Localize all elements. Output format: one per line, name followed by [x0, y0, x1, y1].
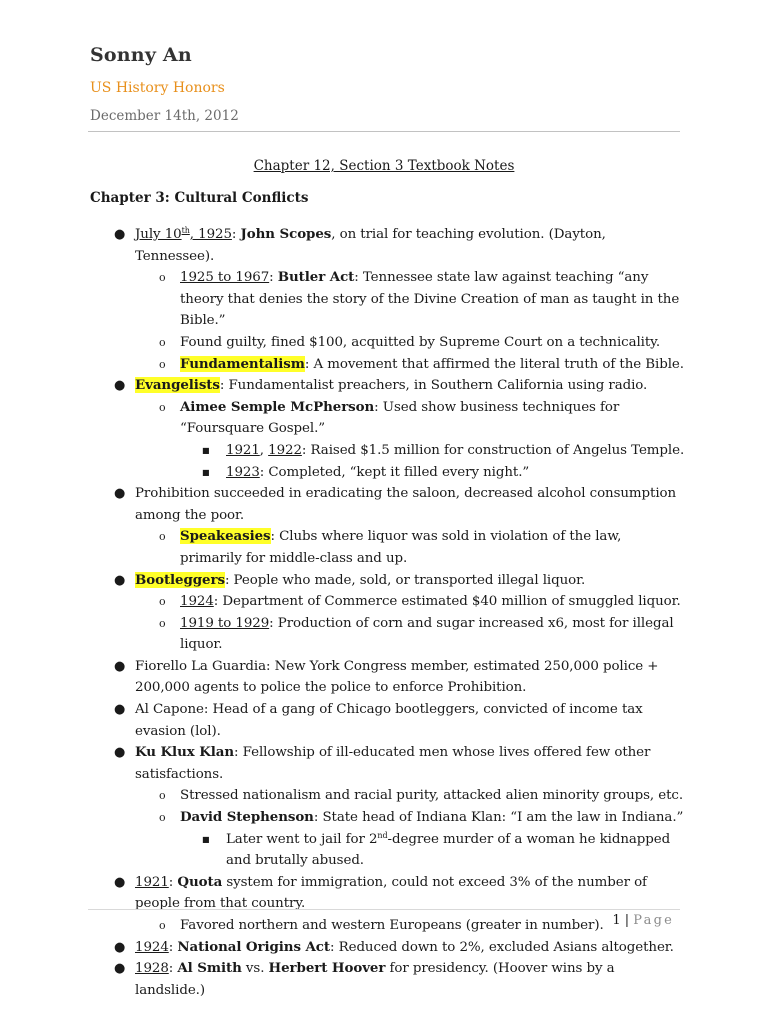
list-item: ■ 1921, 1922: Raised $1.5 million for construction of Angelus Temple.: [90, 440, 686, 462]
circle-bullet-icon: o: [159, 595, 166, 609]
list-item: o 1924: Department of Commerce estimated $40 million of smuggled liquor.: [90, 591, 686, 613]
section-heading: Chapter 3: Cultural Conflicts: [90, 190, 309, 206]
highlighted-term: Evangelists: [135, 377, 220, 394]
header-divider: [88, 131, 680, 132]
list-item: ● Prohibition succeeded in eradicating the saloon, decreased alcohol consumption among the poor.: [90, 483, 686, 526]
notes-list: [90, 224, 686, 1001]
list-item: ● July 10th, 1925: John Scopes, on trial for teaching evolution. (Dayton, Tennessee).: [114, 226, 606, 264]
list-item: o David Stephenson: State head of Indiana Klan: “I am the law in Indiana.”: [90, 807, 686, 829]
highlighted-term: Bootleggers: [135, 571, 225, 588]
list-item: o Aimee Semple McPherson: Used show business techniques for “Foursquare Gospel.”: [159, 398, 620, 437]
list-item: o 1925 to 1967: Butler Act: Tennessee state law against teaching “any theory that denies the story of the Divine Creation of man as taught in the Bible.”: [159, 269, 680, 329]
list-item: ■ 1923: Completed, “kept it filled every night.”: [90, 462, 686, 484]
circle-bullet-icon: o: [159, 530, 166, 544]
course-name: US History Honors: [90, 80, 225, 96]
list-item: o Found guilty, fined $100, acquitted by Supreme Court on a technicality.: [90, 332, 686, 354]
bullet-icon: ●: [114, 486, 126, 502]
list-item: ■ Later went to jail for 2nd-degree murder of a woman he kidnapped and brutally abused.: [202, 830, 671, 869]
circle-bullet-icon: o: [159, 811, 166, 825]
bullet-icon: ●: [114, 939, 126, 955]
list-item: o Favored northern and western Europeans (greater in number).: [90, 915, 686, 937]
circle-bullet-icon: o: [159, 789, 166, 803]
square-bullet-icon: ■: [202, 834, 210, 844]
square-bullet-icon: ■: [202, 467, 210, 477]
document-title: Chapter 12, Section 3 Textbook Notes: [253, 158, 515, 174]
square-bullet-icon: ■: [202, 445, 210, 455]
list-item: ● Evangelists: Fundamentalist preachers, in Southern California using radio.: [90, 375, 686, 397]
circle-bullet-icon: o: [159, 357, 166, 371]
list-item: ● 1921: Quota system for immigration, could not exceed 3% of the number of people from that country.: [114, 873, 647, 912]
bullet-icon: ●: [114, 874, 126, 890]
circle-bullet-icon: o: [159, 919, 166, 932]
bullet-icon: ●: [114, 702, 126, 718]
list-item: ● Ku Klux Klan: Fellowship of ill-educated men whose lives offered few other satisfactions.: [114, 744, 651, 782]
list-item: o 1919 to 1929: Production of corn and sugar increased x6, most for illegal liquor.: [90, 613, 686, 656]
list-item: ● Al Capone: Head of a gang of Chicago bootleggers, convicted of income tax evasion (lol).: [90, 699, 686, 742]
list-item: ● Bootleggers: People who made, sold, or transported illegal liquor.: [90, 570, 686, 592]
circle-bullet-icon: o: [159, 271, 166, 285]
circle-bullet-icon: o: [159, 616, 166, 630]
circle-bullet-icon: o: [159, 335, 166, 349]
bullet-icon: ●: [114, 745, 126, 761]
circle-bullet-icon: o: [159, 400, 166, 414]
footer-divider: [88, 909, 680, 910]
bullet-icon: ●: [114, 961, 126, 977]
highlighted-term: Fundamentalism: [180, 355, 305, 372]
list-item: o Stressed nationalism and racial purity, attacked alien minority groups, etc.: [90, 785, 686, 807]
document-date: December 14th, 2012: [90, 108, 239, 124]
bullet-icon: ●: [114, 658, 126, 674]
list-item: ● 1928: Al Smith vs. Herbert Hoover for presidency. (Hoover wins by a landslide.): [114, 960, 615, 998]
highlighted-term: Speakeasies: [180, 528, 271, 545]
list-item: o Fundamentalism: A movement that affirmed the literal truth of the Bible.: [90, 354, 686, 376]
page-number: 1 | Page: [612, 913, 674, 928]
bullet-icon: ●: [114, 378, 126, 394]
list-item: ● 1924: National Origins Act: Reduced down to 2%, excluded Asians altogether.: [90, 937, 686, 959]
bullet-icon: ●: [114, 227, 126, 242]
list-item: o Speakeasies: Clubs where liquor was sold in violation of the law, primarily for middle-class and up.: [159, 528, 622, 566]
list-item: ● Fiorello La Guardia: New York Congress member, estimated 250,000 police + 200,000 agents to police the police to enforce Prohibition.: [90, 656, 686, 699]
author-name: Sonny An: [90, 44, 192, 66]
bullet-icon: ●: [114, 572, 126, 588]
